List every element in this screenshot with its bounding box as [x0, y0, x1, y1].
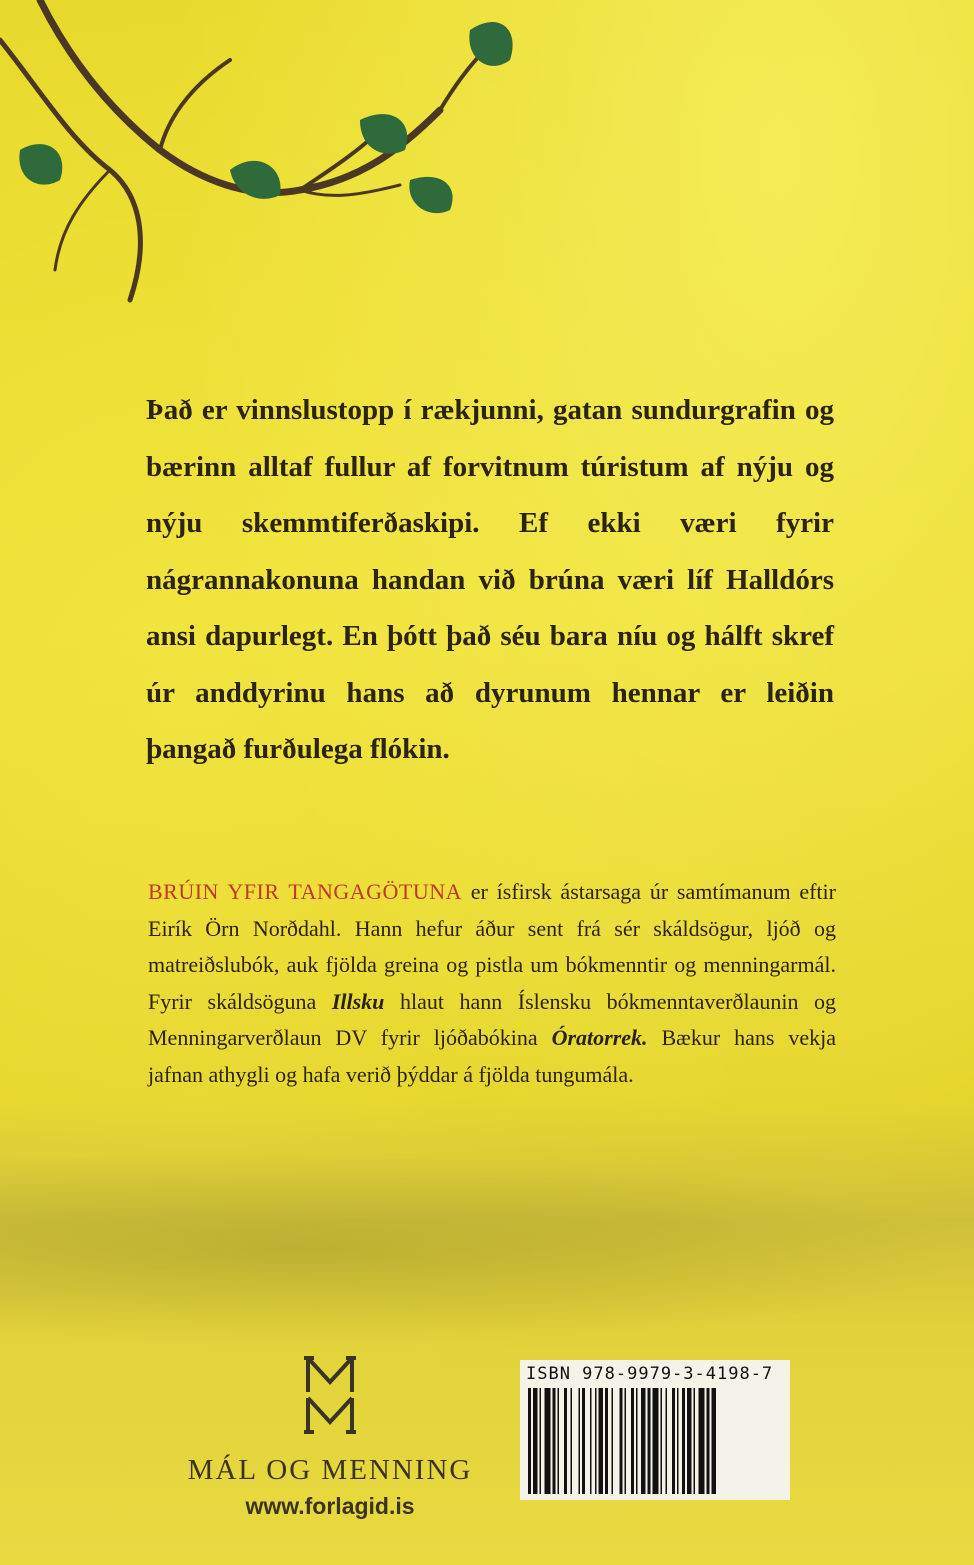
barcode-bar [653, 1388, 659, 1494]
barcode-bar [699, 1388, 705, 1494]
publisher-url: www.forlagid.is [245, 1493, 415, 1519]
publisher-block [170, 1350, 490, 1520]
barcode-bar [540, 1388, 542, 1494]
barcode-bar [672, 1388, 675, 1494]
barcode-bar [571, 1388, 573, 1494]
barcode-bar [677, 1388, 679, 1494]
isbn-label: ISBN 978-9979-3-4198-7 [526, 1364, 774, 1384]
book-title: BRÚIN YFIR TANGAGÖTUNA [148, 879, 463, 904]
barcode-bar [605, 1388, 608, 1494]
barcode-bar [528, 1388, 531, 1494]
barcode-bar [712, 1388, 717, 1494]
barcode-bar [533, 1388, 538, 1494]
shadow-band [0, 1150, 974, 1350]
barcode-bar [620, 1388, 623, 1494]
barcode-bar [661, 1388, 663, 1494]
book-title-illsku: Illsku [331, 988, 385, 1014]
publisher-name: MÁL OG MENNING [187, 1454, 473, 1486]
about-text-2: hlaut hann Íslensku bókmenntaverðlaunin og Menningarverðlaun DV fyrir ljóðabókina [148, 988, 836, 1051]
barcode-bar [599, 1388, 604, 1494]
barcode-bar [682, 1388, 685, 1494]
barcode-bar [612, 1388, 614, 1494]
about-paragraph [148, 874, 836, 1094]
barcode-bar [625, 1388, 627, 1494]
barcode-bar [590, 1388, 592, 1494]
tree-branch-icon [0, 0, 520, 320]
barcode-area [520, 1360, 790, 1500]
about-text-3: Bækur hans vekja jafnan athygli og hafa verið þýddar á fjölda tungumála. [148, 1025, 836, 1087]
barcode-bar [579, 1388, 581, 1494]
barcode-bar [582, 1388, 585, 1494]
barcode-bar [641, 1388, 646, 1494]
blurb-paragraph: Það er vinnslustopp í rækjunni, gatan sundurgrafin og bærinn alltaf fullur af forvitnum túristum af nýju og nýju skemmtiferðaskipi. Ef ekki væri fyrir nágrannakonuna handan við brúna væri líf Halldórs ansi dapurlegt. En þótt það séu bara níu og hálft skref úr anddyrinu hans að dyrunum hennar er leiðin þangað furðulega flókin. [146, 394, 834, 765]
barcode-bar [564, 1388, 567, 1494]
barcode-bar [666, 1388, 668, 1494]
barcode-bar [553, 1388, 556, 1494]
barcode-bar [687, 1388, 692, 1494]
mm-monogram-icon [302, 1350, 358, 1440]
barcode-bar [707, 1388, 710, 1494]
barcode-bar [636, 1388, 638, 1494]
barcode-bar [694, 1388, 696, 1494]
barcode-bar [558, 1388, 560, 1494]
book-title-oratorrek: Óratorrek. [551, 1025, 648, 1051]
about-text-1: er ísfirsk ástarsaga úr samtímanum eftir Eirík Örn Norðdahl. Hann hefur áður sent frá sér skáldsögur, ljóð og matreiðslubók, auk fjölda greina og pistla um bókmenntir og menningarmál. Fyrir skáldsöguna [148, 879, 836, 1014]
barcode-bar [631, 1388, 634, 1494]
barcode-bar [545, 1388, 551, 1494]
barcode-icon [528, 1388, 782, 1494]
barcode-bar [595, 1388, 597, 1494]
barcode-bar [648, 1388, 651, 1494]
